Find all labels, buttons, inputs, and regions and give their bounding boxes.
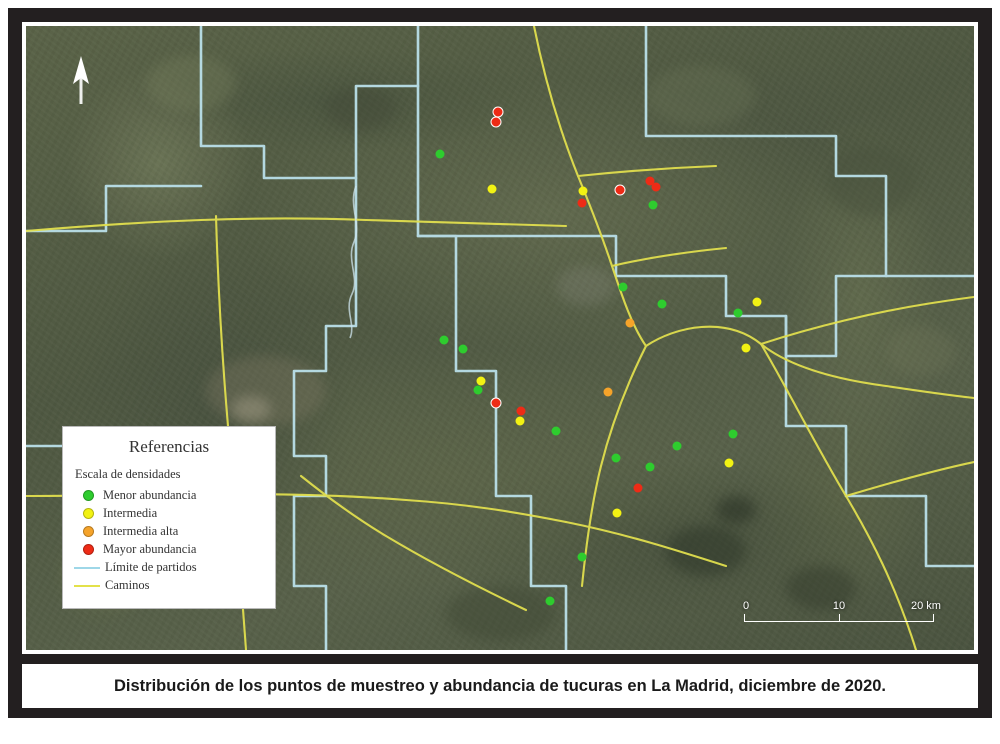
north-arrow-icon: [68, 54, 94, 108]
sample-point[interactable]: [613, 509, 622, 518]
scale-label-20: 20 km: [911, 600, 941, 612]
map-legend: [62, 426, 276, 609]
sample-point[interactable]: [491, 117, 502, 128]
sample-point[interactable]: [626, 319, 635, 328]
sample-point[interactable]: [734, 309, 743, 318]
sample-point[interactable]: [753, 298, 762, 307]
legend-item-label: Menor abundancia: [103, 488, 197, 502]
sample-point[interactable]: [546, 597, 555, 606]
legend-swatch-point: [83, 544, 94, 555]
scale-tick: [839, 614, 840, 622]
figure-caption: [22, 664, 978, 708]
legend-item-label: Caminos: [105, 578, 150, 592]
satellite-map[interactable]: [26, 26, 974, 650]
sample-point[interactable]: [579, 187, 588, 196]
legend-swatch-point: [83, 490, 94, 501]
sample-point[interactable]: [517, 407, 526, 416]
legend-item-limite-de-partidos: [83, 560, 265, 575]
sample-point[interactable]: [516, 417, 525, 426]
legend-subtitle: Escala de densidades: [75, 467, 181, 481]
scale-tick: [744, 614, 745, 622]
sample-point[interactable]: [474, 386, 483, 395]
sample-point[interactable]: [488, 185, 497, 194]
sample-point[interactable]: [652, 183, 661, 192]
sample-point[interactable]: [646, 463, 655, 472]
legend-swatch-boundary-line: [74, 567, 100, 569]
figure-caption-text: Distribución de los puntos de muestreo y abundancia de tucuras en La Madrid, diciembre de 2020.: [113, 676, 887, 695]
sample-point[interactable]: [578, 553, 587, 562]
legend-item-mayor-abundancia: [83, 542, 265, 557]
map-white-matte: [22, 22, 978, 654]
legend-item-label: Límite de partidos: [105, 560, 197, 574]
sample-point[interactable]: [440, 336, 449, 345]
legend-item-caminos: [83, 578, 265, 593]
legend-item-label: Intermedia: [103, 506, 158, 520]
scale-tick: [933, 614, 934, 622]
sample-point[interactable]: [491, 398, 502, 409]
sample-point[interactable]: [673, 442, 682, 451]
legend-swatch-road-line: [74, 585, 100, 587]
sample-point[interactable]: [477, 377, 486, 386]
sample-point[interactable]: [436, 150, 445, 159]
legend-item-label: Mayor abundancia: [103, 542, 197, 556]
sample-point[interactable]: [649, 201, 658, 210]
sample-point[interactable]: [459, 345, 468, 354]
legend-item-intermedia-alta: [83, 524, 265, 539]
sample-point[interactable]: [729, 430, 738, 439]
sample-point[interactable]: [725, 459, 734, 468]
sample-point[interactable]: [742, 344, 751, 353]
sample-point[interactable]: [634, 484, 643, 493]
sample-point[interactable]: [658, 300, 667, 309]
legend-title: Referencias: [128, 437, 210, 456]
legend-swatch-point: [83, 526, 94, 537]
sample-point[interactable]: [578, 199, 587, 208]
sample-point[interactable]: [604, 388, 613, 397]
legend-item-menor-abundancia: [83, 488, 265, 503]
scale-label-0: 0: [742, 600, 750, 612]
legend-item-label: Intermedia alta: [103, 524, 179, 538]
sample-point[interactable]: [552, 427, 561, 436]
sample-point[interactable]: [615, 185, 626, 196]
scale-bar: [744, 594, 940, 628]
sample-point[interactable]: [619, 283, 628, 292]
legend-swatch-point: [83, 508, 94, 519]
legend-item-intermedia: [83, 506, 265, 521]
sample-point[interactable]: [612, 454, 621, 463]
scale-label-10: 10: [832, 600, 846, 612]
